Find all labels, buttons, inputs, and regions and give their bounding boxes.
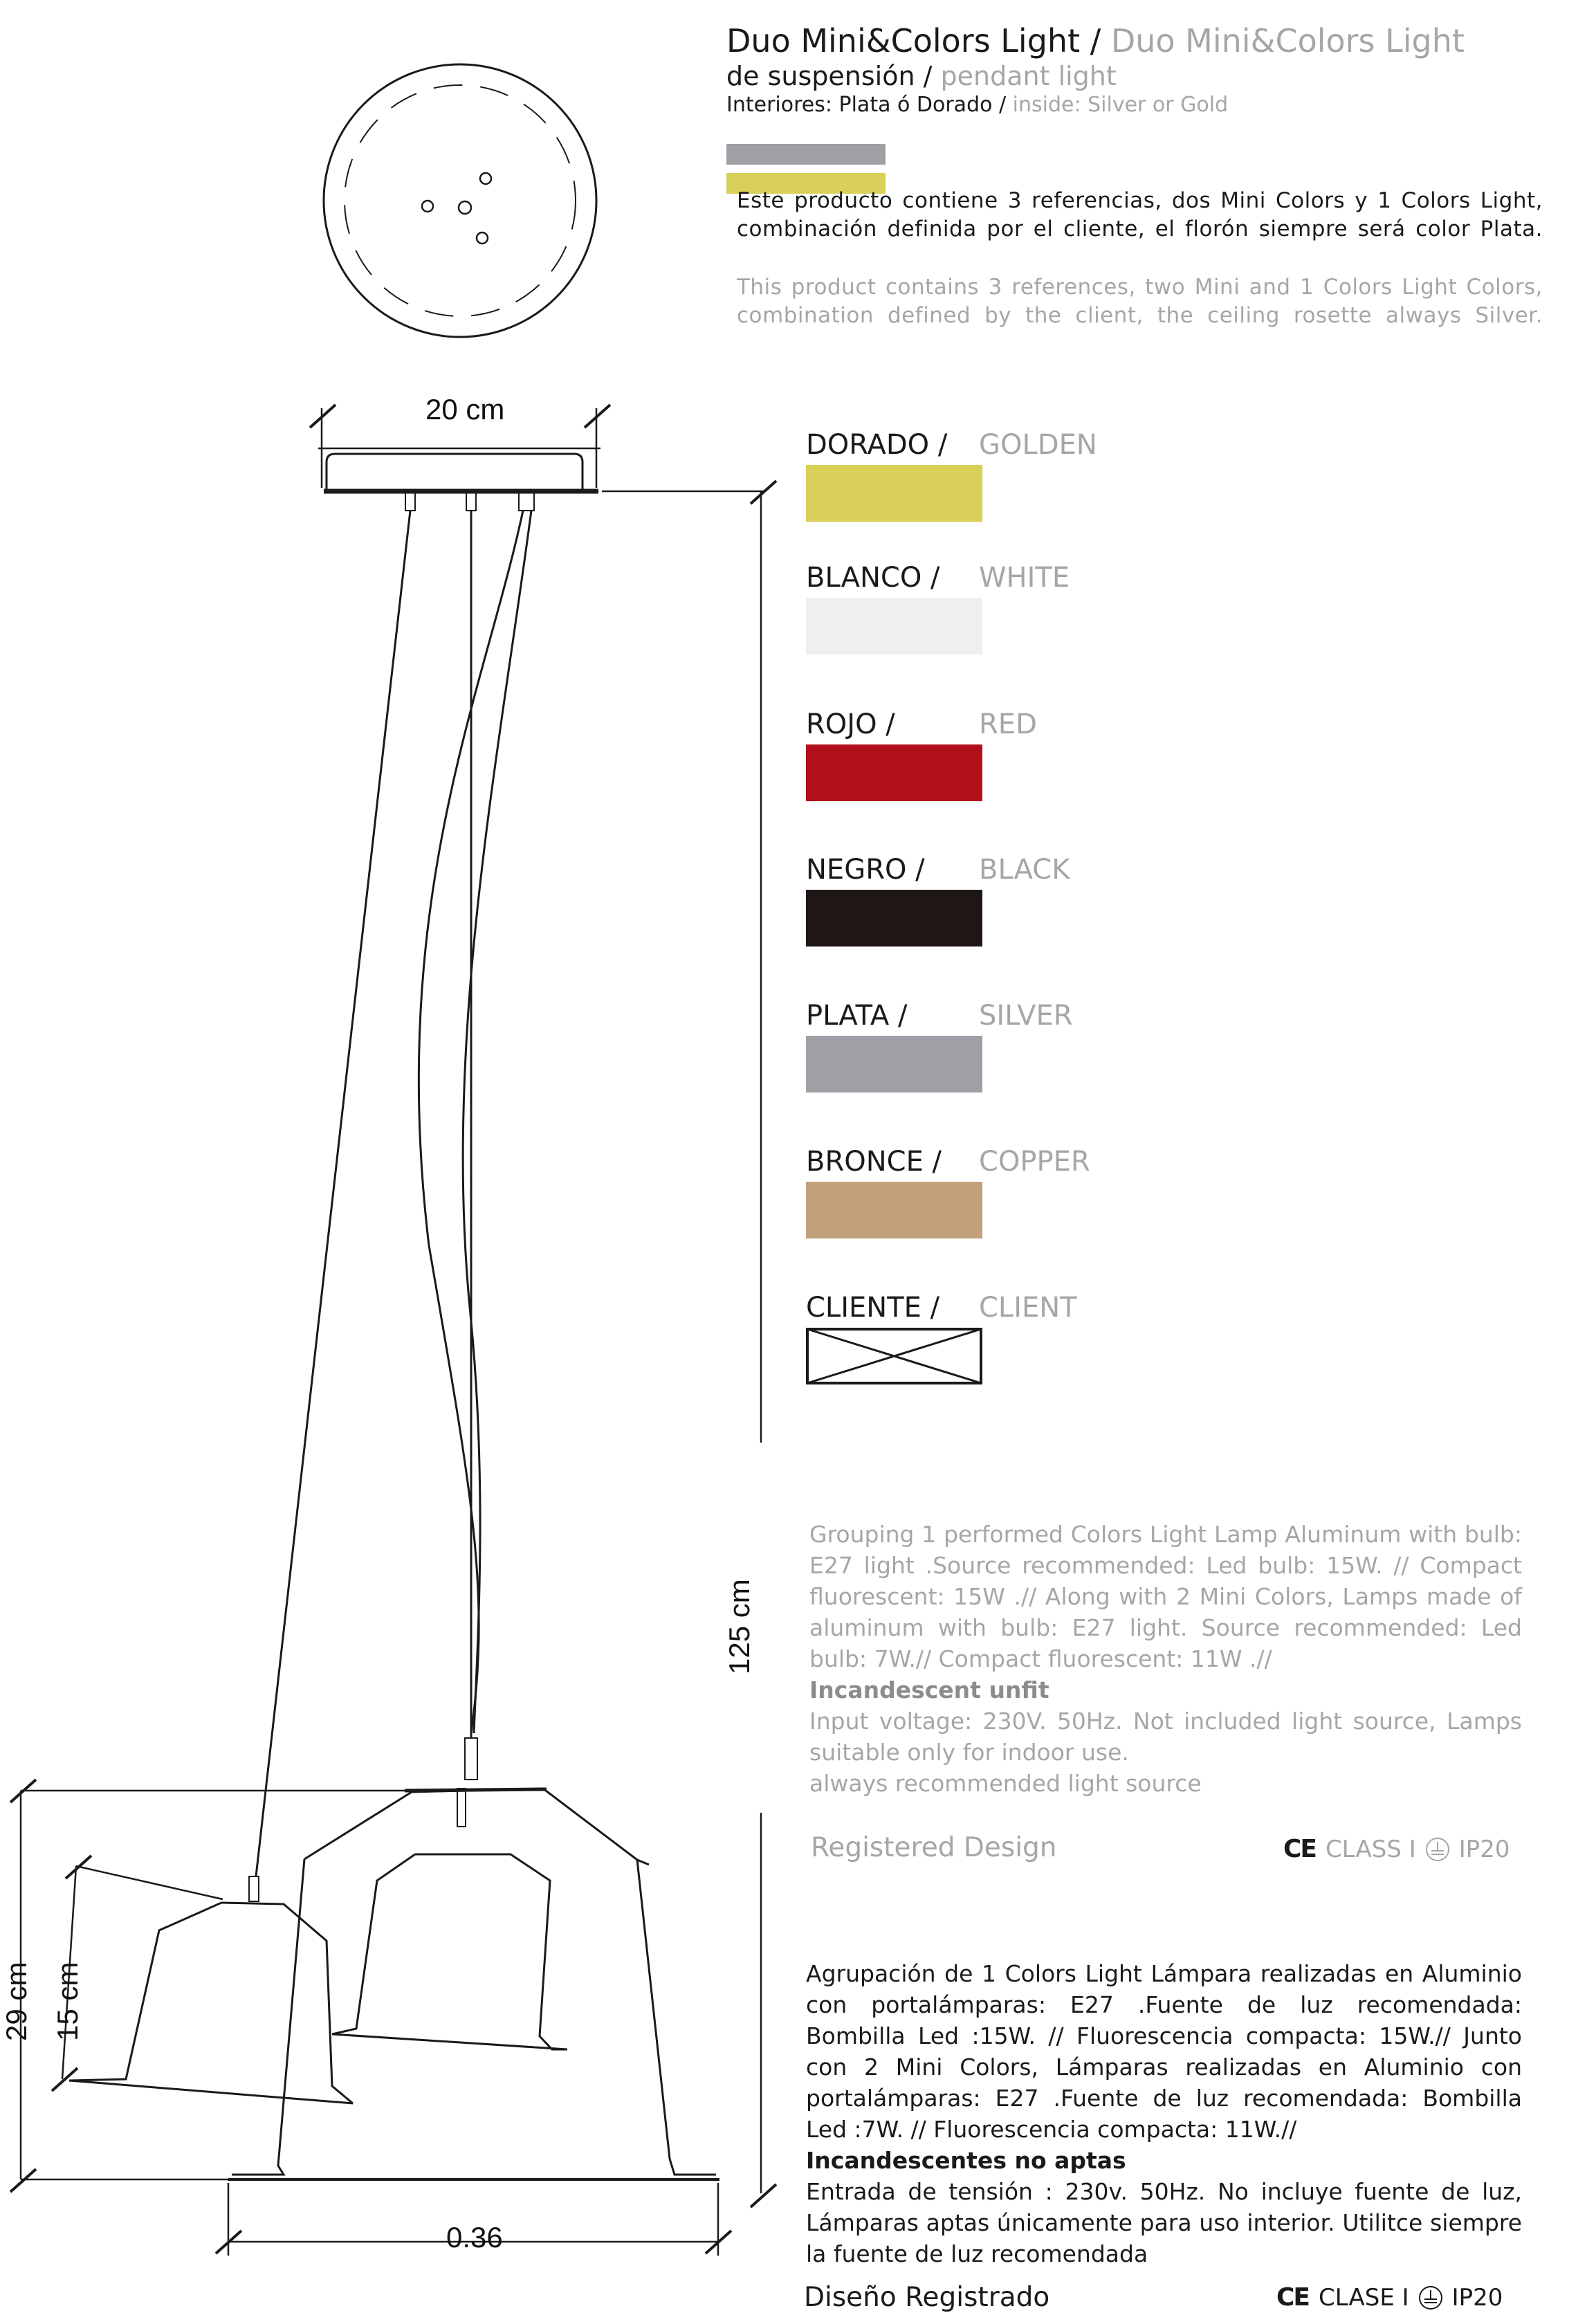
color-option-client	[806, 1290, 1221, 1384]
color-option-white	[806, 560, 1221, 655]
color-swatch	[806, 890, 982, 947]
color-swatch	[806, 744, 982, 801]
color-swatch	[806, 465, 982, 522]
total-shade-height-label: 29 cm	[0, 1962, 33, 2041]
color-es-label: NEGRO /	[806, 854, 925, 886]
color-en-label: COPPER	[979, 1146, 1090, 1178]
header	[726, 21, 1543, 194]
spec-en-body: Grouping 1 performed Colors Light Lamp Aluminum with bulb: E27 light .Source recommended: Led bulb: 15W. // Compact fluorescent: 15W .// Along with 2 Mini Colors, Lamps made of aluminum with bulb: E27 light. Source recommended: Led bulb: 7W.// Compact fluorescent: 11W .//	[809, 1521, 1522, 1672]
base-width-label: 0.36	[446, 2221, 503, 2253]
dimension-lines	[10, 405, 776, 2256]
product-title-en: Duo Mini&Colors Light	[1110, 22, 1465, 60]
colors-light-shade	[228, 1738, 719, 2179]
color-swatch	[806, 598, 982, 655]
registered-design-en: Registered Design	[811, 1832, 1057, 1863]
color-option-copper	[806, 1144, 1221, 1238]
product-title	[726, 21, 1543, 61]
color-en-label: SILVER	[979, 1000, 1073, 1032]
color-es-label: CLIENTE /	[806, 1292, 940, 1324]
suspension-cables	[256, 511, 531, 1876]
spec-en-voltage: Input voltage: 230V. 50Hz. Not included light source, Lamps suitable only for indoor use.	[809, 1708, 1522, 1766]
spec-es-body: Agrupación de 1 Colors Light Lámpara realizadas en Aluminio con portalámparas: E27 .Fuente de luz recomendada: Bombilla Led :15W. // Fluorescencia compacta: 15W.// Junto con 2 Mini Colors, Lámparas realizadas en Aluminio con portalámparas: E27 .Fuente de luz recomendada: Bombilla Led :7W. // Fluorescencia compacta: 11W.//	[806, 1960, 1522, 2143]
color-en-label: CLIENT	[979, 1292, 1077, 1324]
description-en: This product contains 3 references, two Mini and 1 Colors Light Colors, combination defined by the client, the ceiling rosette always Silver.	[737, 275, 1543, 328]
ip-label: IP20	[1451, 2283, 1503, 2312]
product-subtitle-es: de suspensión /	[726, 61, 933, 91]
product-subtitle	[726, 61, 1543, 91]
ce-mark-icon: CE	[1276, 2283, 1310, 2312]
drop-height-label: 125 cm	[723, 1579, 755, 1674]
color-en-label: WHITE	[979, 562, 1070, 594]
spec-es-unfit: Incandescentes no aptas	[806, 2147, 1126, 2174]
lamp-technical-drawing	[0, 0, 789, 2297]
rosette-top-view	[324, 64, 596, 337]
mini-colors-shade-2	[332, 1789, 567, 2049]
ip-label: IP20	[1458, 1835, 1510, 1863]
color-option-silver	[806, 998, 1221, 1092]
mini-shade-height-label: 15 cm	[51, 1962, 84, 2041]
description-es: Este producto contiene 3 referencias, dos Mini Colors y 1 Colors Light, combinación definida por el cliente, el florón siempre será color Plata.	[737, 188, 1543, 241]
spec-en-always: always recommended light source	[809, 1770, 1202, 1797]
color-swatch	[806, 1182, 982, 1238]
color-es-label: DORADO /	[806, 429, 948, 461]
color-en-label: BLACK	[979, 854, 1070, 886]
interiors-line	[726, 91, 1543, 119]
interiors-es: Interiores: Plata ó Dorado /	[726, 93, 1007, 117]
rosette-width-label: 20 cm	[425, 393, 505, 426]
color-option-black	[806, 852, 1221, 947]
rosette-side-view	[324, 454, 598, 511]
color-en-label: GOLDEN	[979, 429, 1097, 461]
spec-en-unfit: Incandescent unfit	[809, 1676, 1049, 1703]
spec-english	[809, 1519, 1522, 1799]
color-option-golden	[806, 428, 1221, 522]
product-subtitle-en: pendant light	[940, 61, 1117, 91]
product-title-es: Duo Mini&Colors Light /	[726, 22, 1101, 60]
interiors-en: inside: Silver or Gold	[1012, 93, 1229, 117]
ground-icon	[1419, 2286, 1442, 2310]
ground-icon	[1426, 1838, 1449, 1861]
ce-mark-icon: CE	[1283, 1835, 1317, 1863]
color-es-label: ROJO /	[806, 708, 895, 740]
mini-colors-shade-1	[69, 1876, 353, 2103]
color-option-red	[806, 707, 1221, 801]
color-es-label: BRONCE /	[806, 1146, 942, 1178]
certification-es	[1276, 2283, 1503, 2312]
color-swatch	[806, 1036, 982, 1092]
spec-spanish	[806, 1958, 1522, 2269]
registered-design-es: Diseño Registrado	[804, 2282, 1050, 2313]
client-crossed-box-icon	[806, 1328, 982, 1384]
certification-en	[1283, 1835, 1510, 1863]
color-en-label: RED	[979, 708, 1037, 740]
class-label: CLASS I	[1326, 1835, 1416, 1863]
class-label: CLASE I	[1319, 2283, 1409, 2312]
spec-es-voltage: Entrada de tensión : 230v. 50Hz. No incluye fuente de luz, Lámparas aptas únicamente para uso interior. Utilitce siempre la fuente de luz recomendada	[806, 2178, 1522, 2267]
color-es-label: BLANCO /	[806, 562, 940, 594]
color-es-label: PLATA /	[806, 1000, 908, 1032]
